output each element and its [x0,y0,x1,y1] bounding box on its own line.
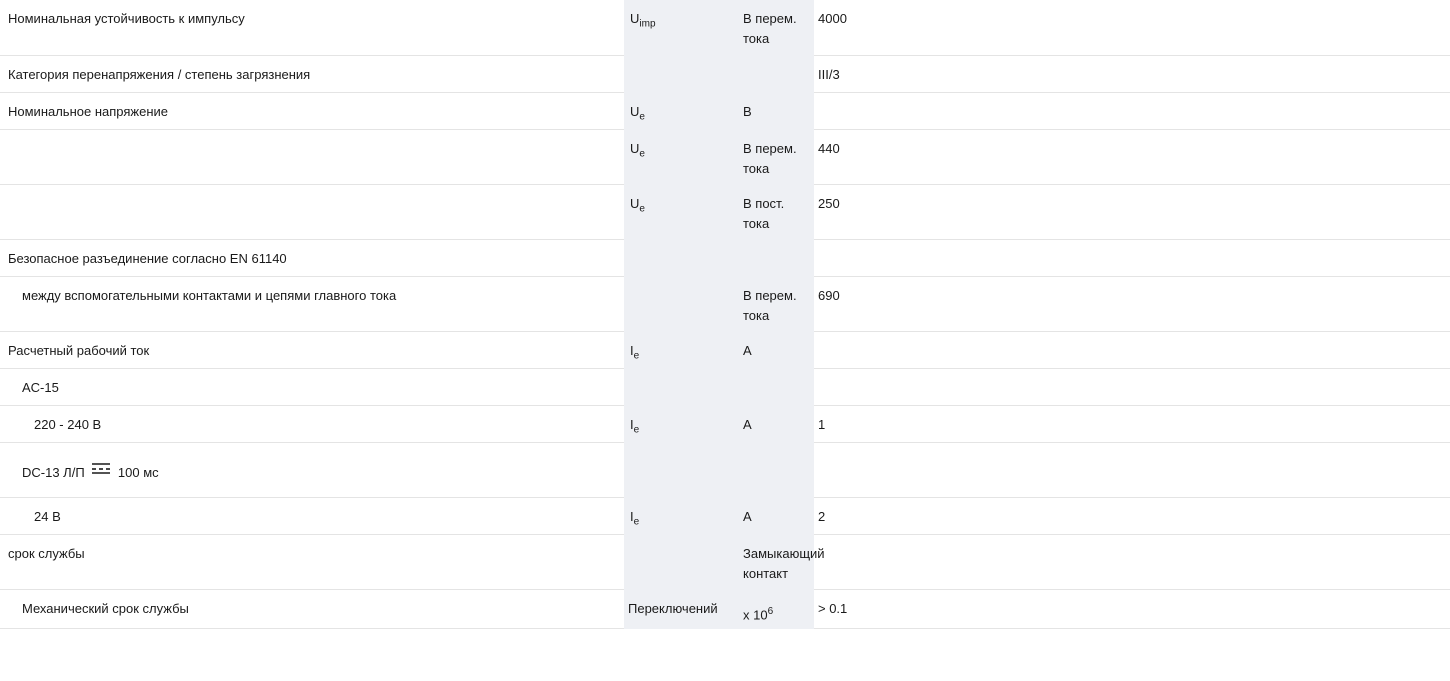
row-unit: x $10^6$ [738,590,814,629]
row-value: 1 [818,417,826,432]
row-label: Безопасное разъединение согласно EN 61140 [8,251,287,266]
table-row [0,56,1450,93]
row-symbol: $I_e$ [624,406,738,443]
table-row [0,406,1450,443]
row-value [814,93,1450,102]
dc-symbol-icon [90,461,112,475]
row-unit: В перем. тока [738,277,814,332]
table-row [0,498,1450,535]
row-unit [738,443,814,498]
row-symbol [624,535,738,590]
row-label: Номинальная устойчивость к импульсу [8,11,245,26]
row-value: 250 [818,196,840,211]
row-unit: В [738,93,814,130]
table-row [0,240,1450,277]
row-label: Номинальное напряжение [8,104,169,119]
row-value [814,535,1450,544]
row-label [0,130,624,139]
table-row [0,277,1450,332]
table-row [0,130,1450,185]
row-symbol: $U_e$ [624,130,738,185]
row-symbol: Переключений [624,590,738,629]
row-label: 24 В [34,509,61,524]
row-value [814,369,1450,378]
row-value: 690 [818,288,840,303]
table-row [0,535,1450,590]
row-symbol [624,369,738,406]
row-value [814,332,1450,341]
row-symbol [624,443,738,498]
table-row [0,185,1450,240]
row-value [814,240,1450,249]
row-value: III/3 [818,67,840,82]
row-label: 220 - 240 В [34,417,102,432]
row-unit: В перем. тока [738,130,814,185]
row-symbol: $U_{imp}$ [624,0,738,56]
row-unit: Замыкающий контакт [738,535,814,590]
row-symbol [624,240,738,277]
row-symbol: $U_e$ [624,185,738,240]
table-row [0,590,1450,629]
row-unit: A [738,332,814,369]
row-unit: В пост. тока [738,185,814,240]
table-row [0,93,1450,130]
row-label: между вспомогательными контактами и цепями главного тока [22,288,397,303]
row-label: срок службы [8,546,85,561]
row-label: Механический срок службы [22,601,189,616]
row-label: Расчетный рабочий ток [8,343,150,358]
row-value: 2 [818,509,826,524]
row-value [814,443,1450,452]
row-unit [738,369,814,406]
table-row [0,443,1450,498]
row-value: 440 [818,141,840,156]
table-row [0,332,1450,369]
row-label: AC-15 [22,380,59,395]
row-value: > 0.1 [818,601,848,616]
row-unit [738,56,814,93]
row-symbol [624,56,738,93]
row-value: 4000 [818,11,847,26]
table-row [0,369,1450,406]
row-label: Категория перенапряжения / степень загрязнения [8,67,311,82]
row-label: DC-13 Л/П 100 мс [0,443,624,483]
row-unit [738,240,814,277]
row-symbol: $I_e$ [624,332,738,369]
row-unit: A [738,406,814,443]
row-symbol: $U_e$ [624,93,738,130]
table-row [0,0,1450,56]
row-unit: A [738,498,814,535]
row-symbol: $I_e$ [624,498,738,535]
row-label [0,185,624,194]
row-unit: В перем. тока [738,0,814,56]
row-symbol [624,277,738,332]
